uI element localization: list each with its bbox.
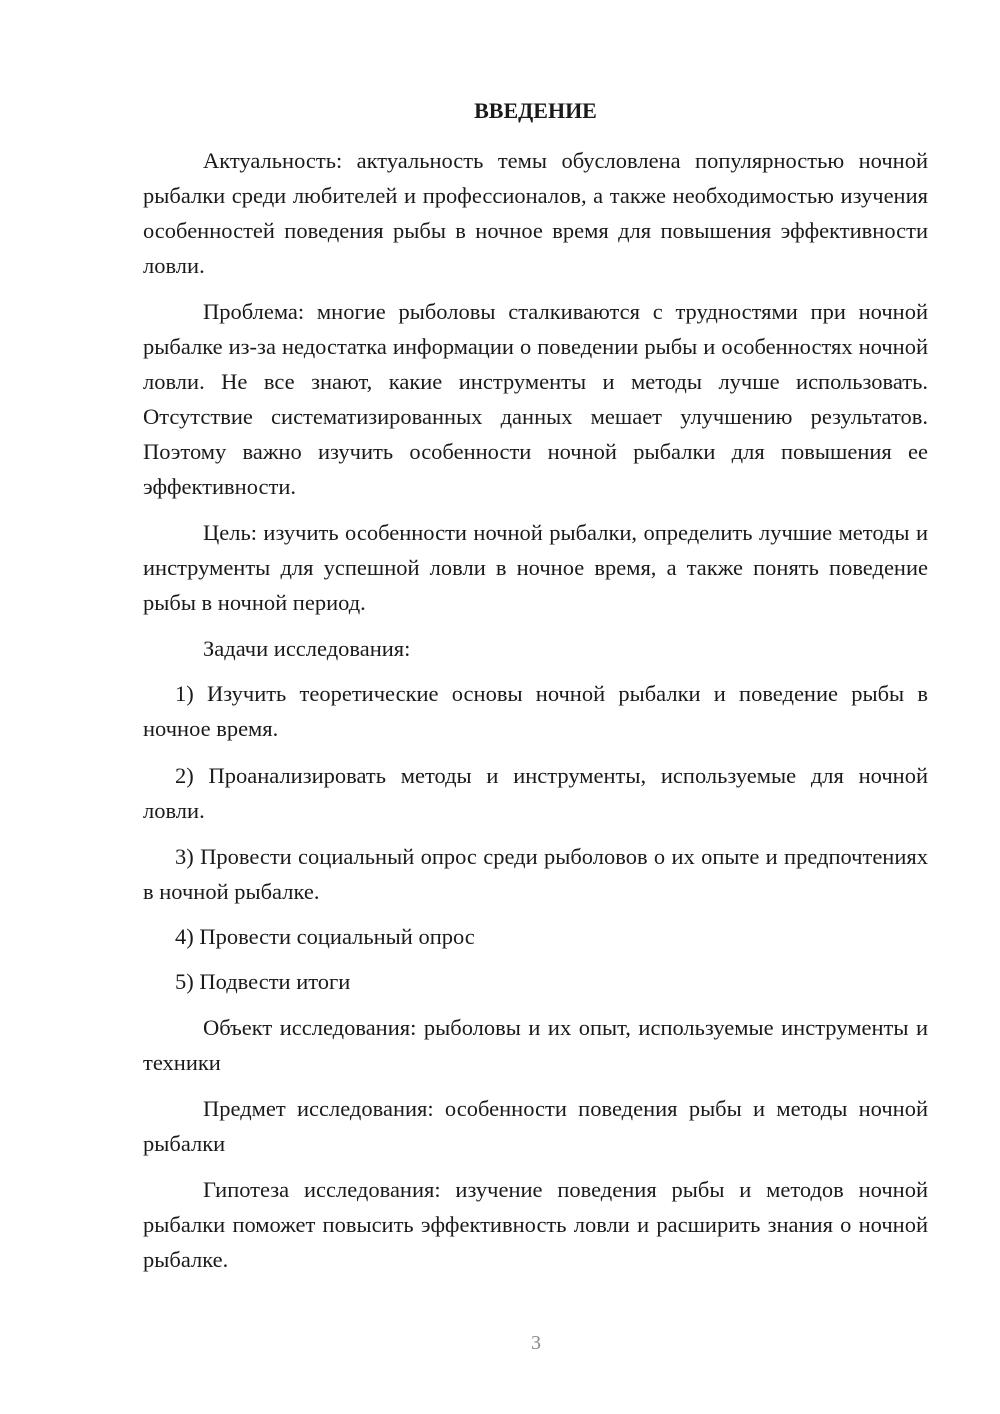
paragraph-hypothesis: Гипотеза исследования: изучение поведения рыбы и методов ночной рыбалки поможет повысить эффективность ловли и расширить знания о ночной рыбалке. xyxy=(143,1177,928,1272)
section-heading: ВВЕДЕНИЕ xyxy=(474,98,597,123)
tasks-title: Задачи исследования: xyxy=(203,636,411,661)
paragraph-subject: Предмет исследования: особенности поведения рыбы и методы ночной рыбалки xyxy=(143,1096,928,1156)
task-item-5: 5) Подвести итоги xyxy=(175,969,351,994)
paragraph-problem: Проблема: многие рыболовы сталкиваются с трудностями при ночной рыбалке из-за недостатка информации о поведении рыбы и особенностях ночной ловли. Не все знают, какие инструменты и методы лучше использовать. Отсутствие систематизированных данных мешает улучшению результатов. Поэтому важно изучить особенности ночной рыбалки для повышения ее эффективности. xyxy=(143,299,928,499)
page-number: 3 xyxy=(531,1332,541,1354)
paragraph-object: Объект исследования: рыболовы и их опыт, используемые инструменты и техники xyxy=(143,1015,928,1075)
task-item-3: 3) Провести социальный опрос среди рыболовов о их опыте и предпочтениях в ночной рыбалке. xyxy=(143,844,928,904)
paragraph-relevance: Актуальность: актуальность темы обусловлена популярностью ночной рыбалки среди любителей и профессионалов, а также необходимостью изучения особенностей поведения рыбы в ночное время для повышения эффективности ловли. xyxy=(143,148,928,278)
task-item-4: 4) Провести социальный опрос xyxy=(175,924,475,949)
task-item-2: 2) Проанализировать методы и инструменты, используемые для ночной ловли. xyxy=(143,763,928,823)
paragraph-goal: Цель: изучить особенности ночной рыбалки, определить лучшие методы и инструменты для успешной ловли в ночное время, а также понять поведение рыбы в ночной период. xyxy=(143,520,928,615)
task-item-1: 1) Изучить теоретические основы ночной рыбалки и поведение рыбы в ночное время. xyxy=(143,681,928,741)
